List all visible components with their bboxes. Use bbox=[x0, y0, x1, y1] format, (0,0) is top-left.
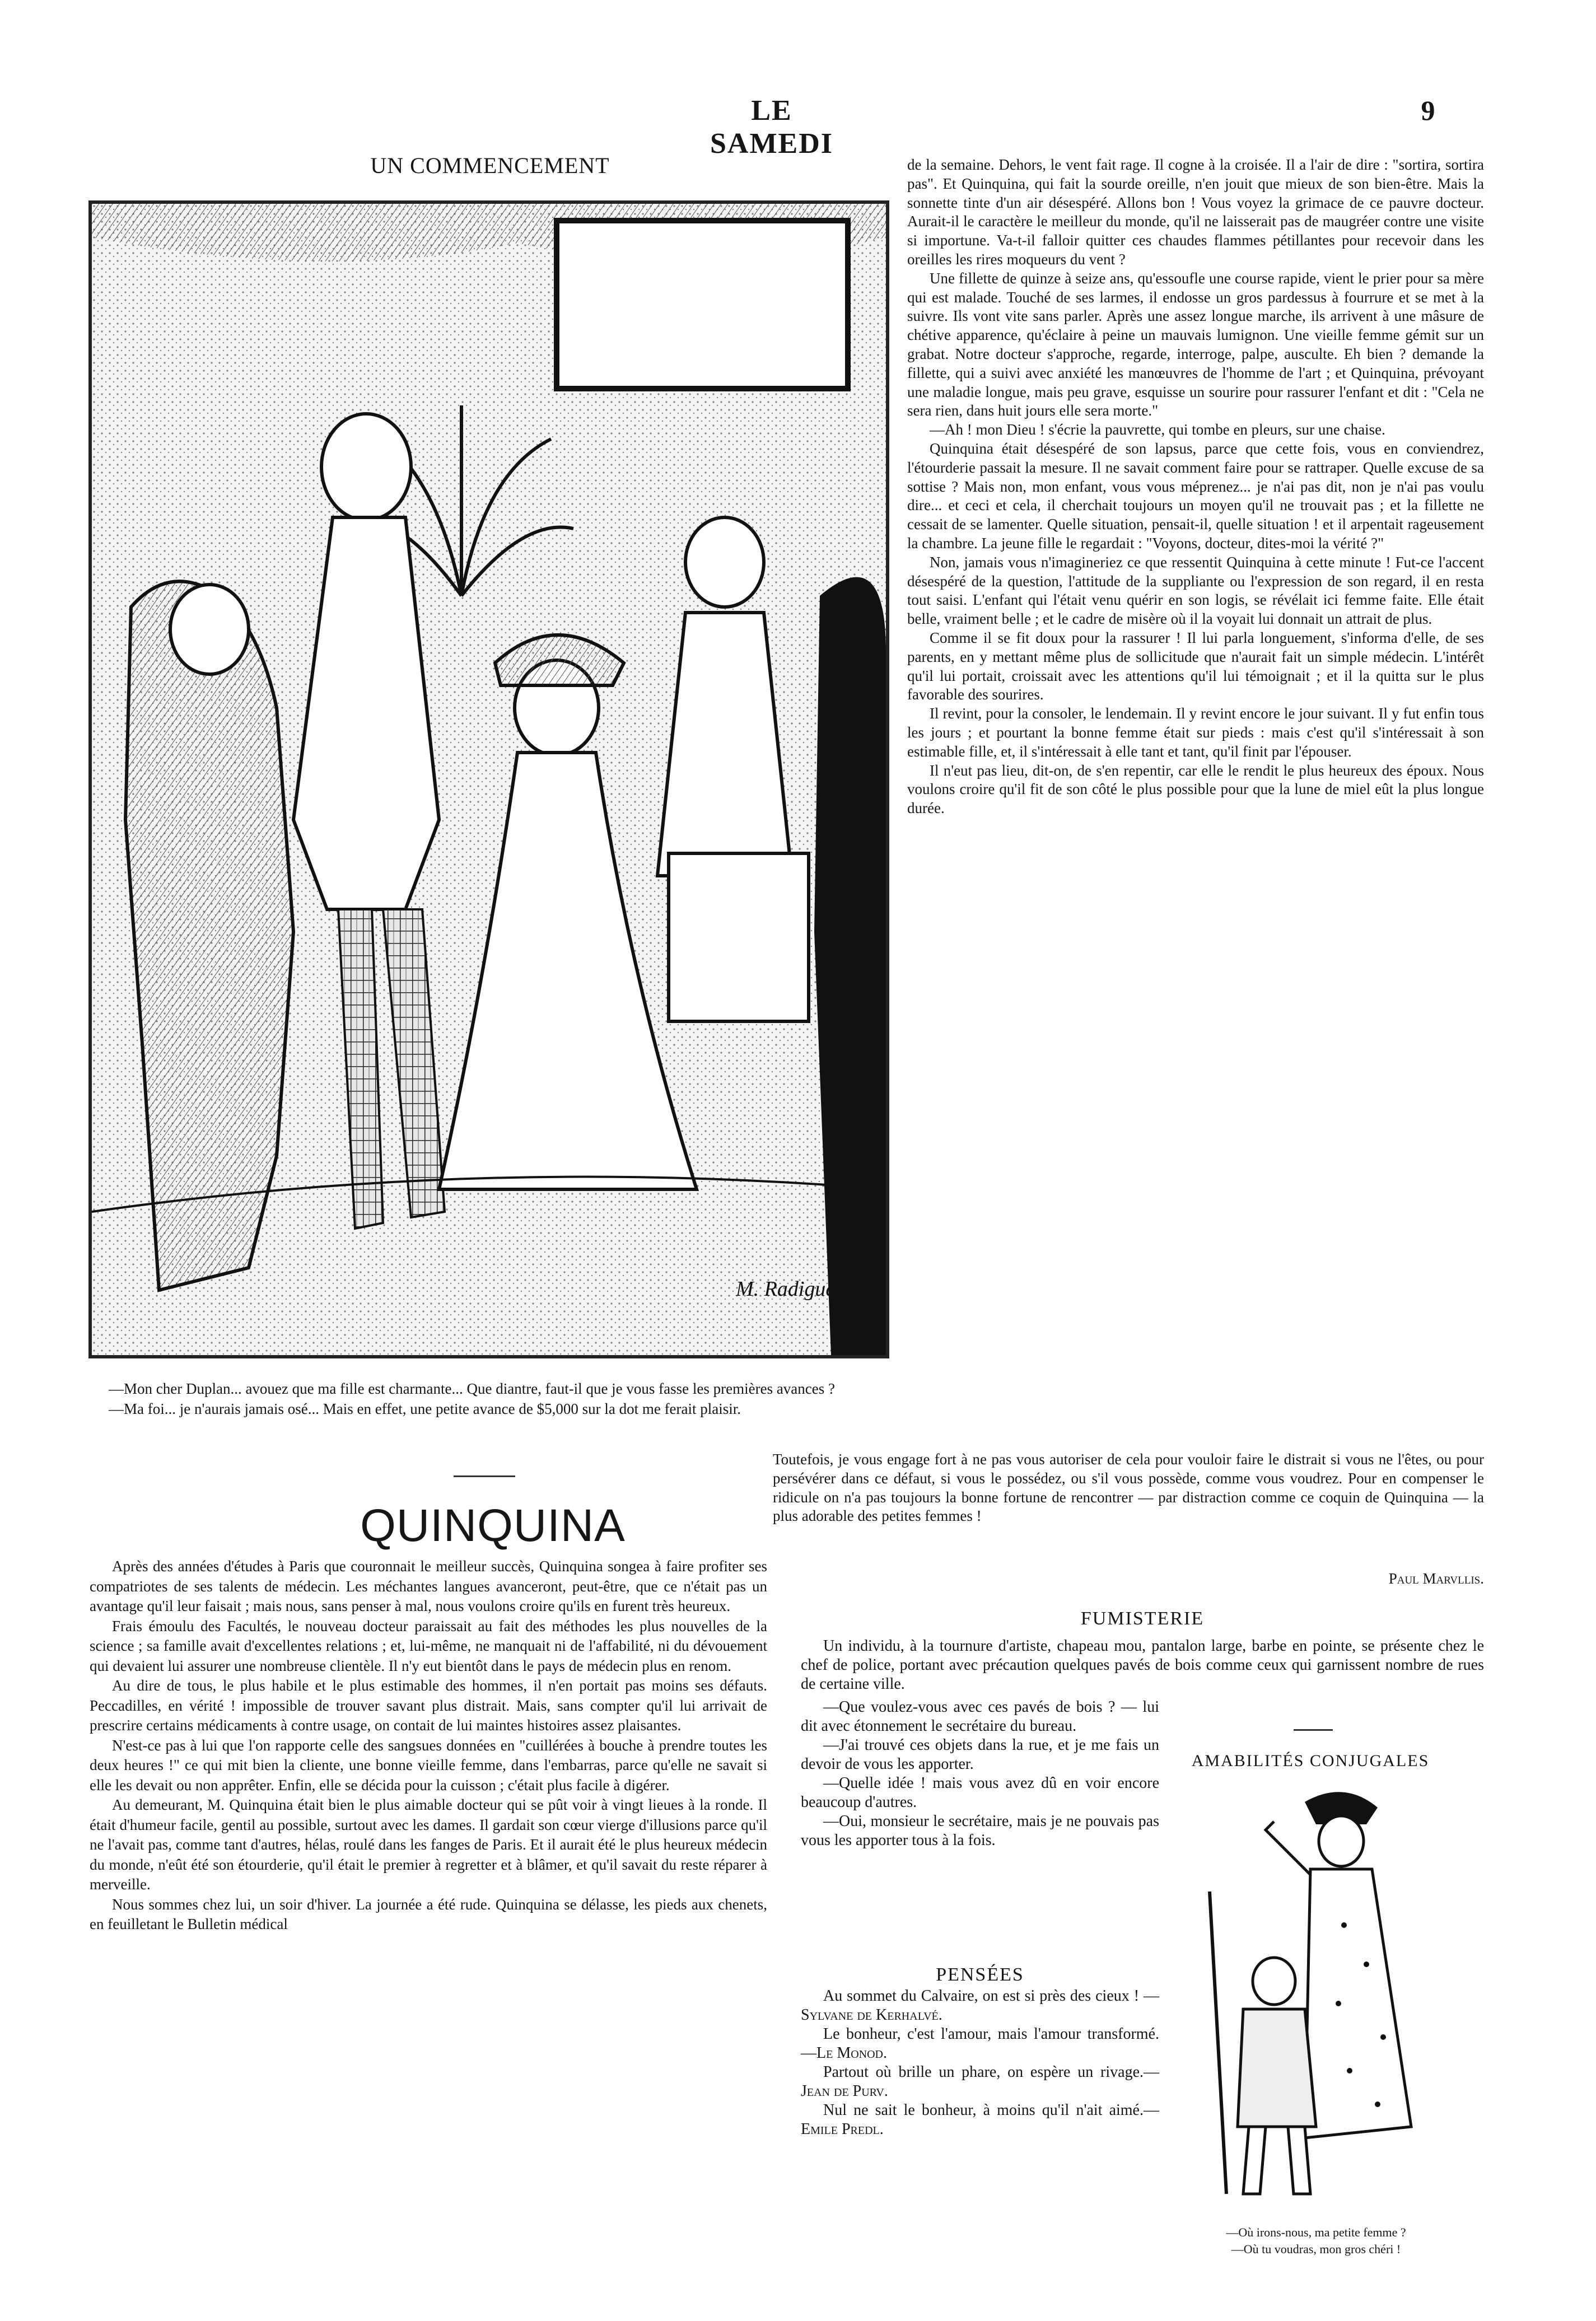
amabilites-couple-illustration bbox=[1176, 1780, 1445, 2211]
amabilites-caption bbox=[1159, 2224, 1473, 2258]
divider bbox=[1294, 1729, 1333, 1731]
illustration-salon bbox=[88, 200, 889, 1358]
story-paragraph: Toutefois, je vous engage fort à ne pas vous autoriser de cela pour vouloir faire le distrait si vous ne l'êtes, ou pour persévérer dans ce défaut, si vous le possédez, ou s'il vous possède, comme vous voudrez. Pour en compenser le ridicule on n'a pas toujours la bonne fortune de rencontrer — par distraction comme ce coquin de Quinquina — la plus adorable des petites femmes ! bbox=[773, 1451, 1484, 1525]
fumisterie-paragraph: —Oui, monsieur le secrétaire, mais je ne pouvais pas vous les apporter tous à la fois. bbox=[801, 1813, 1159, 1849]
fumisterie-paragraph: —Que voulez-vous avec ces pavés de bois ? — lui dit avec étonnement le secrétaire du bureau. bbox=[801, 1698, 1159, 1735]
pensee-text: Au sommet du Calvaire, on est si près des cieux ! — bbox=[823, 1987, 1159, 2005]
divider bbox=[454, 1475, 515, 1477]
story-paragraph: de la semaine. Dehors, le vent fait rage. Il cogne à la croisée. Il a l'air de dire : "sortira, sortira pas". Et Quinquina, qui fait la sourde oreille, n'en jouit que mieux de son bien-être. Mais la sonnette tinte d'un air désespéré. Allons bon ! Vous voyez la grimace de ce pauvre docteur. Aurait-il le caractère le meilleur du monde, qu'il ne laisserait pas de maugréer contre une visite si importune. Va-t-il falloir quitter ces chaudes flammes pétillantes pour recevoir dans les oreilles les rires moqueurs du vent ? bbox=[907, 156, 1484, 268]
amabilites-caption-line: —Où irons-nous, ma petite femme ? bbox=[1226, 2225, 1406, 2239]
illustration-signature: M. Radiguet bbox=[736, 1277, 841, 1301]
story-paragraph: Nous sommes chez lui, un soir d'hiver. La journée a été rude. Quinquina se délasse, les pieds aux chenets, en feuilletant le Bulletin médical bbox=[90, 1895, 767, 1932]
page-number: 9 bbox=[1421, 95, 1435, 126]
pensee-text: Le bonheur, c'est l'amour, mais l'amour transformé.— bbox=[801, 2025, 1159, 2062]
story-paragraph: Quinquina était désespéré de son lapsus, parce que cette fois, vous en conviendrez, l'étourderie passait la mesure. Il ne savait comment faire pour se rattraper. Quelle excuse de sa sottise ? Mais non, mon enfant, vous vous méprenez... je n'ai pas dit, non je n'ai pas voulu dire... et ceci et cela, il cherchait toujours un moyen qu'il ne trouvait pas ; et la fillette ne cessait de se lamenter. Quelle situation, pensait-il, quelle situation ! et il arpentait rageusement la chambre. La jeune fille le regardait : "Voyons, docteur, dites-moi la vérité ?" bbox=[907, 440, 1484, 552]
pensee-item bbox=[801, 2101, 1159, 2139]
story-paragraph: Frais émoulu des Facultés, le nouveau docteur paraissait au fait des méthodes les plus nouvelles de la science ; sa famille avait d'excellentes relations ; et, lui-même, ne manquait ni de l'affabilité, ni du dévouement qui devaient lui assurer une nombreuse clientèle. Il n'y eut bientôt dans le pays de médecin plus en renom. bbox=[90, 1617, 767, 1674]
couple-drawing bbox=[1176, 1780, 1445, 2211]
story-paragraph: Au dire de tous, le plus habile et le plus estimable des hommes, il n'en portait pas moins ses défauts. Peccadilles, en vérité ! impossible de trouver savant plus distrait. Mais, sans compter qu'il lui arrivait de prescrire certains médicaments à contre usage, on contait de lui maintes histoires assez plaisantes. bbox=[90, 1677, 767, 1734]
caption-line: —Mon cher Duplan... avouez que ma fille est charmante... Que diantre, faut-il que je vous fasse les premières avances ? bbox=[109, 1380, 836, 1397]
pensee-text: Partout où brille un phare, on espère un rivage.— bbox=[823, 2063, 1159, 2081]
story-paragraph: Comme il se fit doux pour la rassurer ! Il lui parla longuement, s'informa d'elle, de ses parents, en y mettant même plus de sollicitude que n'aurait fait un simple médecin. L'intérêt qu'il lui portait, croissait avec les attentions qu'il lui témoignait ; et il la quitta sur le plus favorable des sourires. bbox=[907, 629, 1484, 703]
masthead: LE SAMEDI bbox=[710, 95, 834, 160]
story-paragraph: Il n'eut pas lieu, dit-on, de s'en repentir, car elle le rendit le plus heureux des époux. Nous voulons croire qu'il fit de son côté le plus possible pour que la lune de miel eût la plus longue durée. bbox=[907, 762, 1484, 817]
amabilites-title: AMABILITÉS CONJUGALES bbox=[1191, 1752, 1430, 1770]
story-signature: Paul Marvllis. bbox=[1388, 1570, 1484, 1587]
illustration-caption bbox=[90, 1379, 885, 1419]
fumisterie-paragraph: Un individu, à la tournure d'artiste, chapeau mou, pantalon large, barbe en pointe, se présente chez le chef de police, portant avec précaution quelques pavés de bois comme ceux qui garnissent nombre de rues de certaine ville. bbox=[801, 1637, 1484, 1693]
story-paragraph: —Ah ! mon Dieu ! s'écrie la pauvrette, qui tombe en pleurs, sur une chaise. bbox=[930, 421, 1385, 438]
fumisterie-paragraph: —Quelle idée ! mais vous avez dû en voir encore beaucoup d'autres. bbox=[801, 1774, 1159, 1811]
fumisterie-paragraph: —J'ai trouvé ces objets dans la rue, et je me fais un devoir de vous les apporter. bbox=[801, 1736, 1159, 1773]
illustration-title: UN COMMENCEMENT bbox=[370, 153, 610, 178]
salon-scene-drawing bbox=[92, 204, 886, 1355]
pensees-list bbox=[801, 1987, 1159, 2139]
fumisterie-title: FUMISTERIE bbox=[1080, 1608, 1205, 1629]
amabilites-caption-line: —Où tu voudras, mon gros chéri ! bbox=[1231, 2242, 1401, 2256]
pensee-item bbox=[801, 2063, 1159, 2101]
story-closing bbox=[773, 1450, 1484, 1526]
pensees-title: PENSÉES bbox=[936, 1964, 1024, 1985]
story-paragraph: Au demeurant, M. Quinquina était bien le plus aimable docteur qui se pût voir à vingt lieues à la ronde. Il était d'humeur facile, gentil au possible, surtout avec les dames. Il gardait son cœur vierge d'illusions parce qu'il ne l'avait pas, comme tant d'autres, hélas, roulé dans les fanges de Paris. Et il aurait été le plus heureux médecin du monde, n'eût été son étourderie, qu'il était le premier à regretter et à blâmer, et qu'il savait du reste réparer à merveille. bbox=[90, 1796, 767, 1893]
story-paragraph: Une fillette de quinze à seize ans, qu'essoufle une course rapide, vient le prier pour sa mère qui est malade. Touché de ses larmes, il endosse un gros pardessus à fourrure et se met à la suivre. Ils vont vite sans parler. Après une assez longue marche, ils arrivent à une mâsure de chétive apparence, qu'éclaire à peine un mauvais lumignon. Une vieille femme gémit sur un grabat. Notre docteur s'approche, regarde, interroge, palpe, ausculte. Eh bien ? demande la fillette, qui a suivi avec anxiété les manœuvres de l'homme de l'art ; et Quinquina, prévoyant une maladie longue, mais peu grave, esquisse un sourire pour rassurer l'enfant et dit : "Cela ne sera rien, dans huit jours elle sera morte." bbox=[907, 269, 1484, 419]
pensee-text: Nul ne sait le bonheur, à moins qu'il n'ait aimé.— bbox=[823, 2101, 1159, 2119]
pensee-author: Emile Predl. bbox=[801, 2121, 884, 2138]
pensee-author: Le Monod. bbox=[816, 2044, 887, 2062]
pensee-author: Sylvane de Kerhalvé. bbox=[801, 2006, 942, 2024]
story-title: QUINQUINA bbox=[360, 1500, 626, 1551]
pensee-author: Jean de Purv. bbox=[801, 2082, 888, 2100]
caption-line: —Ma foi... je n'aurais jamais osé... Mais en effet, une petite avance de $5,000 sur la dot me ferait plaisir. bbox=[109, 1400, 741, 1417]
story-column-left bbox=[90, 1557, 767, 1935]
story-paragraph: Non, jamais vous n'imagineriez ce que ressentit Quinquina à cette minute ! Fut-ce l'accent désespéré de la question, l'attitude de la suppliante ou l'expression de son regard, il en resta tout saisi. L'enfant qui l'était venu quérir en son logis, se révélait ici femme faite. Elle était belle, vraiment belle ; et le cadre de misère où il la voyait lui donnait un attrait de plus. bbox=[907, 553, 1484, 628]
pensee-item bbox=[801, 2025, 1159, 2063]
fumisterie-dialogue bbox=[801, 1698, 1159, 1850]
story-paragraph: Après des années d'études à Paris que couronnait le meilleur succès, Quinquina songea à faire profiter ses compatriotes de ses talents de médecin. Les méchantes langues avanceront, peut-être, que ce n'était pas un avantage qu'il leur faisait ; mais nous, sans penser à mal, nous voulons croire qu'ils en furent très heureux. bbox=[90, 1558, 767, 1614]
story-paragraph: Il revint, pour la consoler, le lendemain. Il y revint encore le jour suivant. Il y fut enfin tous les jours ; et pourtant la bonne femme était sur pieds : mais c'est qu'il s'intéressait à son estimable fille, et, il s'intéressait à elle tant et tant, qu'il finit par l'épouser. bbox=[907, 705, 1484, 760]
story-paragraph: N'est-ce pas à lui que l'on rapporte celle des sangsues données en "cuillérées à bouche à prendre toutes les deux heures !" ce qui mit bien la cliente, une bonne vieille femme, dans l'embarras, parce qu'elle ne savait si elle les devait ou non apprêter. Enfin, elle se décida pour la cuisson ; c'était plus facile à digérer. bbox=[90, 1736, 767, 1794]
pensee-item bbox=[801, 1987, 1159, 2025]
story-column-right bbox=[907, 156, 1484, 818]
fumisterie-intro bbox=[801, 1637, 1484, 1694]
